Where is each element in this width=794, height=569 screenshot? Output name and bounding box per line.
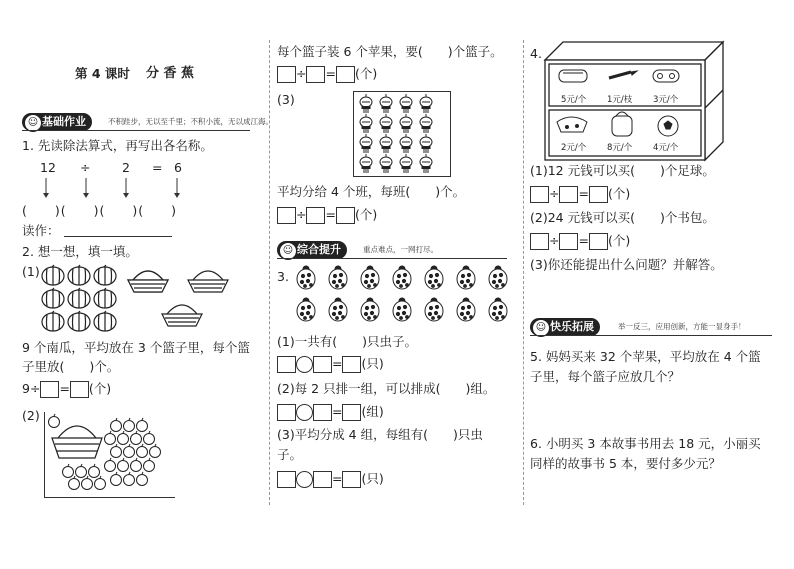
question-5b: 子里，每个篮子应放几个？ — [530, 369, 681, 384]
answer-box[interactable] — [306, 66, 325, 83]
arrows-icon — [0, 0, 1, 1]
lesson-label: 第 4 课时 — [75, 66, 130, 81]
part-1-label: (1) — [22, 264, 40, 279]
unit: (只) — [361, 356, 384, 371]
answer-box[interactable] — [277, 207, 296, 224]
answer-box[interactable] — [342, 404, 361, 421]
eq-divide-sign: ÷ — [80, 160, 91, 175]
answer-box[interactable] — [277, 66, 296, 83]
question-5a: 5. 妈妈买来 32 个苹果，平均放在 4 个篮 — [530, 349, 761, 364]
operator-circle[interactable] — [296, 404, 313, 421]
answer-box[interactable] — [530, 186, 549, 203]
banner-improve-slogan: 重点难点，一网打尽。 — [363, 245, 438, 254]
answer-box[interactable] — [70, 381, 89, 398]
banner-basic — [22, 113, 273, 131]
answer-box[interactable] — [313, 404, 332, 421]
formula-s2[interactable] — [277, 404, 384, 421]
question-4: 4. — [530, 46, 542, 61]
question-3: 3. — [277, 269, 289, 284]
answer-box[interactable] — [336, 66, 355, 83]
name-blanks[interactable]: ( )( )( )( ) — [22, 203, 178, 218]
sub-q3-3b: 子。 — [277, 447, 303, 462]
unit: (组) — [361, 404, 384, 419]
read-as-line[interactable] — [64, 236, 172, 237]
read-as-label: 读作： — [22, 223, 60, 238]
apples-basket-illustration — [48, 416, 173, 496]
banner-improve — [277, 241, 507, 259]
formula-2[interactable] — [277, 66, 377, 83]
sub-q4-2[interactable]: (2)24 元钱可以买( )个书包。 — [530, 210, 715, 225]
divide-sign: ÷ — [296, 66, 307, 81]
banner-fun-slogan: 举一反三，应用创新，方能一显身手！ — [618, 322, 746, 331]
equals-sign: = — [578, 233, 589, 248]
formula-1-unit: (个) — [88, 381, 112, 396]
answer-box[interactable] — [589, 186, 608, 203]
eq-divisor: 2 — [122, 160, 130, 175]
unit: (个) — [354, 66, 378, 81]
sub-q3-2[interactable]: (2)每 2 只排一组，可以排成( )组。 — [277, 381, 496, 396]
page-title: 分 香 蕉 — [146, 66, 195, 81]
question-2: 2. 想一想，填一填。 — [22, 244, 138, 259]
mascot-icon: ☺ — [24, 114, 42, 132]
sub-q4-3: (3)你还能提出什么问题？并解答。 — [530, 257, 723, 272]
unit: (个) — [354, 207, 378, 222]
formula-s3[interactable] — [277, 471, 384, 488]
col2-topline[interactable]: 每个篮子装 6 个苹果，要( )个篮子。 — [277, 44, 503, 59]
eq-quotient: 6 — [174, 160, 182, 175]
operator-circle[interactable] — [296, 356, 313, 373]
question-1: 1. 先读除法算式，再写出各名称。 — [22, 138, 213, 153]
bugs-illustration — [296, 266, 511, 326]
formula-q4-2[interactable] — [530, 233, 630, 250]
answer-box[interactable] — [342, 471, 361, 488]
answer-box[interactable] — [277, 471, 296, 488]
answer-box[interactable] — [277, 404, 296, 421]
equals-sign: = — [332, 471, 343, 486]
answer-box[interactable] — [40, 381, 59, 398]
price-3: 3元/个 — [653, 95, 679, 105]
answer-box[interactable] — [559, 186, 578, 203]
price-1: 5元/个 — [561, 95, 587, 105]
divide-sign: ÷ — [296, 207, 307, 222]
answer-box[interactable] — [313, 471, 332, 488]
unit: (个) — [607, 233, 631, 248]
price-5: 8元/个 — [607, 143, 633, 153]
answer-box[interactable] — [559, 233, 578, 250]
pumpkins-illustration — [42, 265, 118, 333]
banner-fun — [530, 318, 772, 336]
formula-q4-1[interactable] — [530, 186, 630, 203]
column-divider-1 — [269, 40, 270, 505]
banner-improve-label: ☺ 综合提升 — [277, 241, 347, 259]
banner-basic-label: ☺ 基础作业 — [22, 113, 92, 131]
unit: (只) — [361, 471, 384, 486]
formula-1-prefix: 9÷ — [22, 381, 41, 396]
sub-q4-1[interactable]: (1)12 元钱可以买( )个足球。 — [530, 163, 715, 178]
sub-q3-3a[interactable]: (3)平均分成 4 组，每组有( )只虫 — [277, 427, 483, 442]
banner-fun-label: ☺ 快乐拓展 — [530, 318, 600, 336]
mascot-icon: ☺ — [279, 242, 297, 260]
baskets-illustration — [125, 262, 250, 337]
equals-sign: = — [325, 207, 336, 222]
desc-3[interactable]: 平均分给 4 个班，每班( )个。 — [277, 184, 466, 199]
desc-1b[interactable]: 子里放( )个。 — [22, 359, 120, 374]
unit: (个) — [607, 186, 631, 201]
formula-s1[interactable] — [277, 356, 384, 373]
answer-box[interactable] — [342, 356, 361, 373]
mascot-icon: ☺ — [532, 319, 550, 337]
answer-box[interactable] — [306, 207, 325, 224]
formula-1-eq: = — [59, 381, 70, 396]
formula-3[interactable] — [277, 207, 377, 224]
equals-sign: = — [325, 66, 336, 81]
eq-equals: = — [152, 160, 163, 175]
eq-dividend: 12 — [40, 160, 56, 175]
column-divider-2 — [523, 40, 524, 505]
answer-box[interactable] — [530, 233, 549, 250]
price-6: 4元/个 — [653, 143, 679, 153]
question-6b: 同样的故事书 5 本，要付多少元？ — [530, 456, 721, 471]
answer-box[interactable] — [589, 233, 608, 250]
question-6a: 6. 小明买 3 本故事书用去 18 元，小丽买 — [530, 436, 761, 451]
lanterns-illustration — [359, 94, 445, 174]
sub-q3-1[interactable]: (1)一共有( )只虫子。 — [277, 334, 417, 349]
divide-sign: ÷ — [549, 233, 560, 248]
divide-sign: ÷ — [549, 186, 560, 201]
part-2-label: (2) — [22, 408, 40, 423]
equals-sign: = — [332, 356, 343, 371]
formula-1[interactable] — [22, 381, 111, 398]
desc-1a: 9 个南瓜，平均放在 3 个篮子里，每个篮 — [22, 340, 250, 355]
answer-box[interactable] — [277, 356, 296, 373]
part-3-label: (3) — [277, 92, 295, 107]
answer-box[interactable] — [313, 356, 332, 373]
equals-sign: = — [578, 186, 589, 201]
banner-basic-slogan: 不积跬步，无以至千里；不积小流，无以成江海。 — [108, 117, 273, 126]
price-2: 1元/枝 — [607, 95, 633, 105]
equals-sign: = — [332, 404, 343, 419]
price-4: 2元/个 — [561, 143, 587, 153]
answer-box[interactable] — [336, 207, 355, 224]
operator-circle[interactable] — [296, 471, 313, 488]
